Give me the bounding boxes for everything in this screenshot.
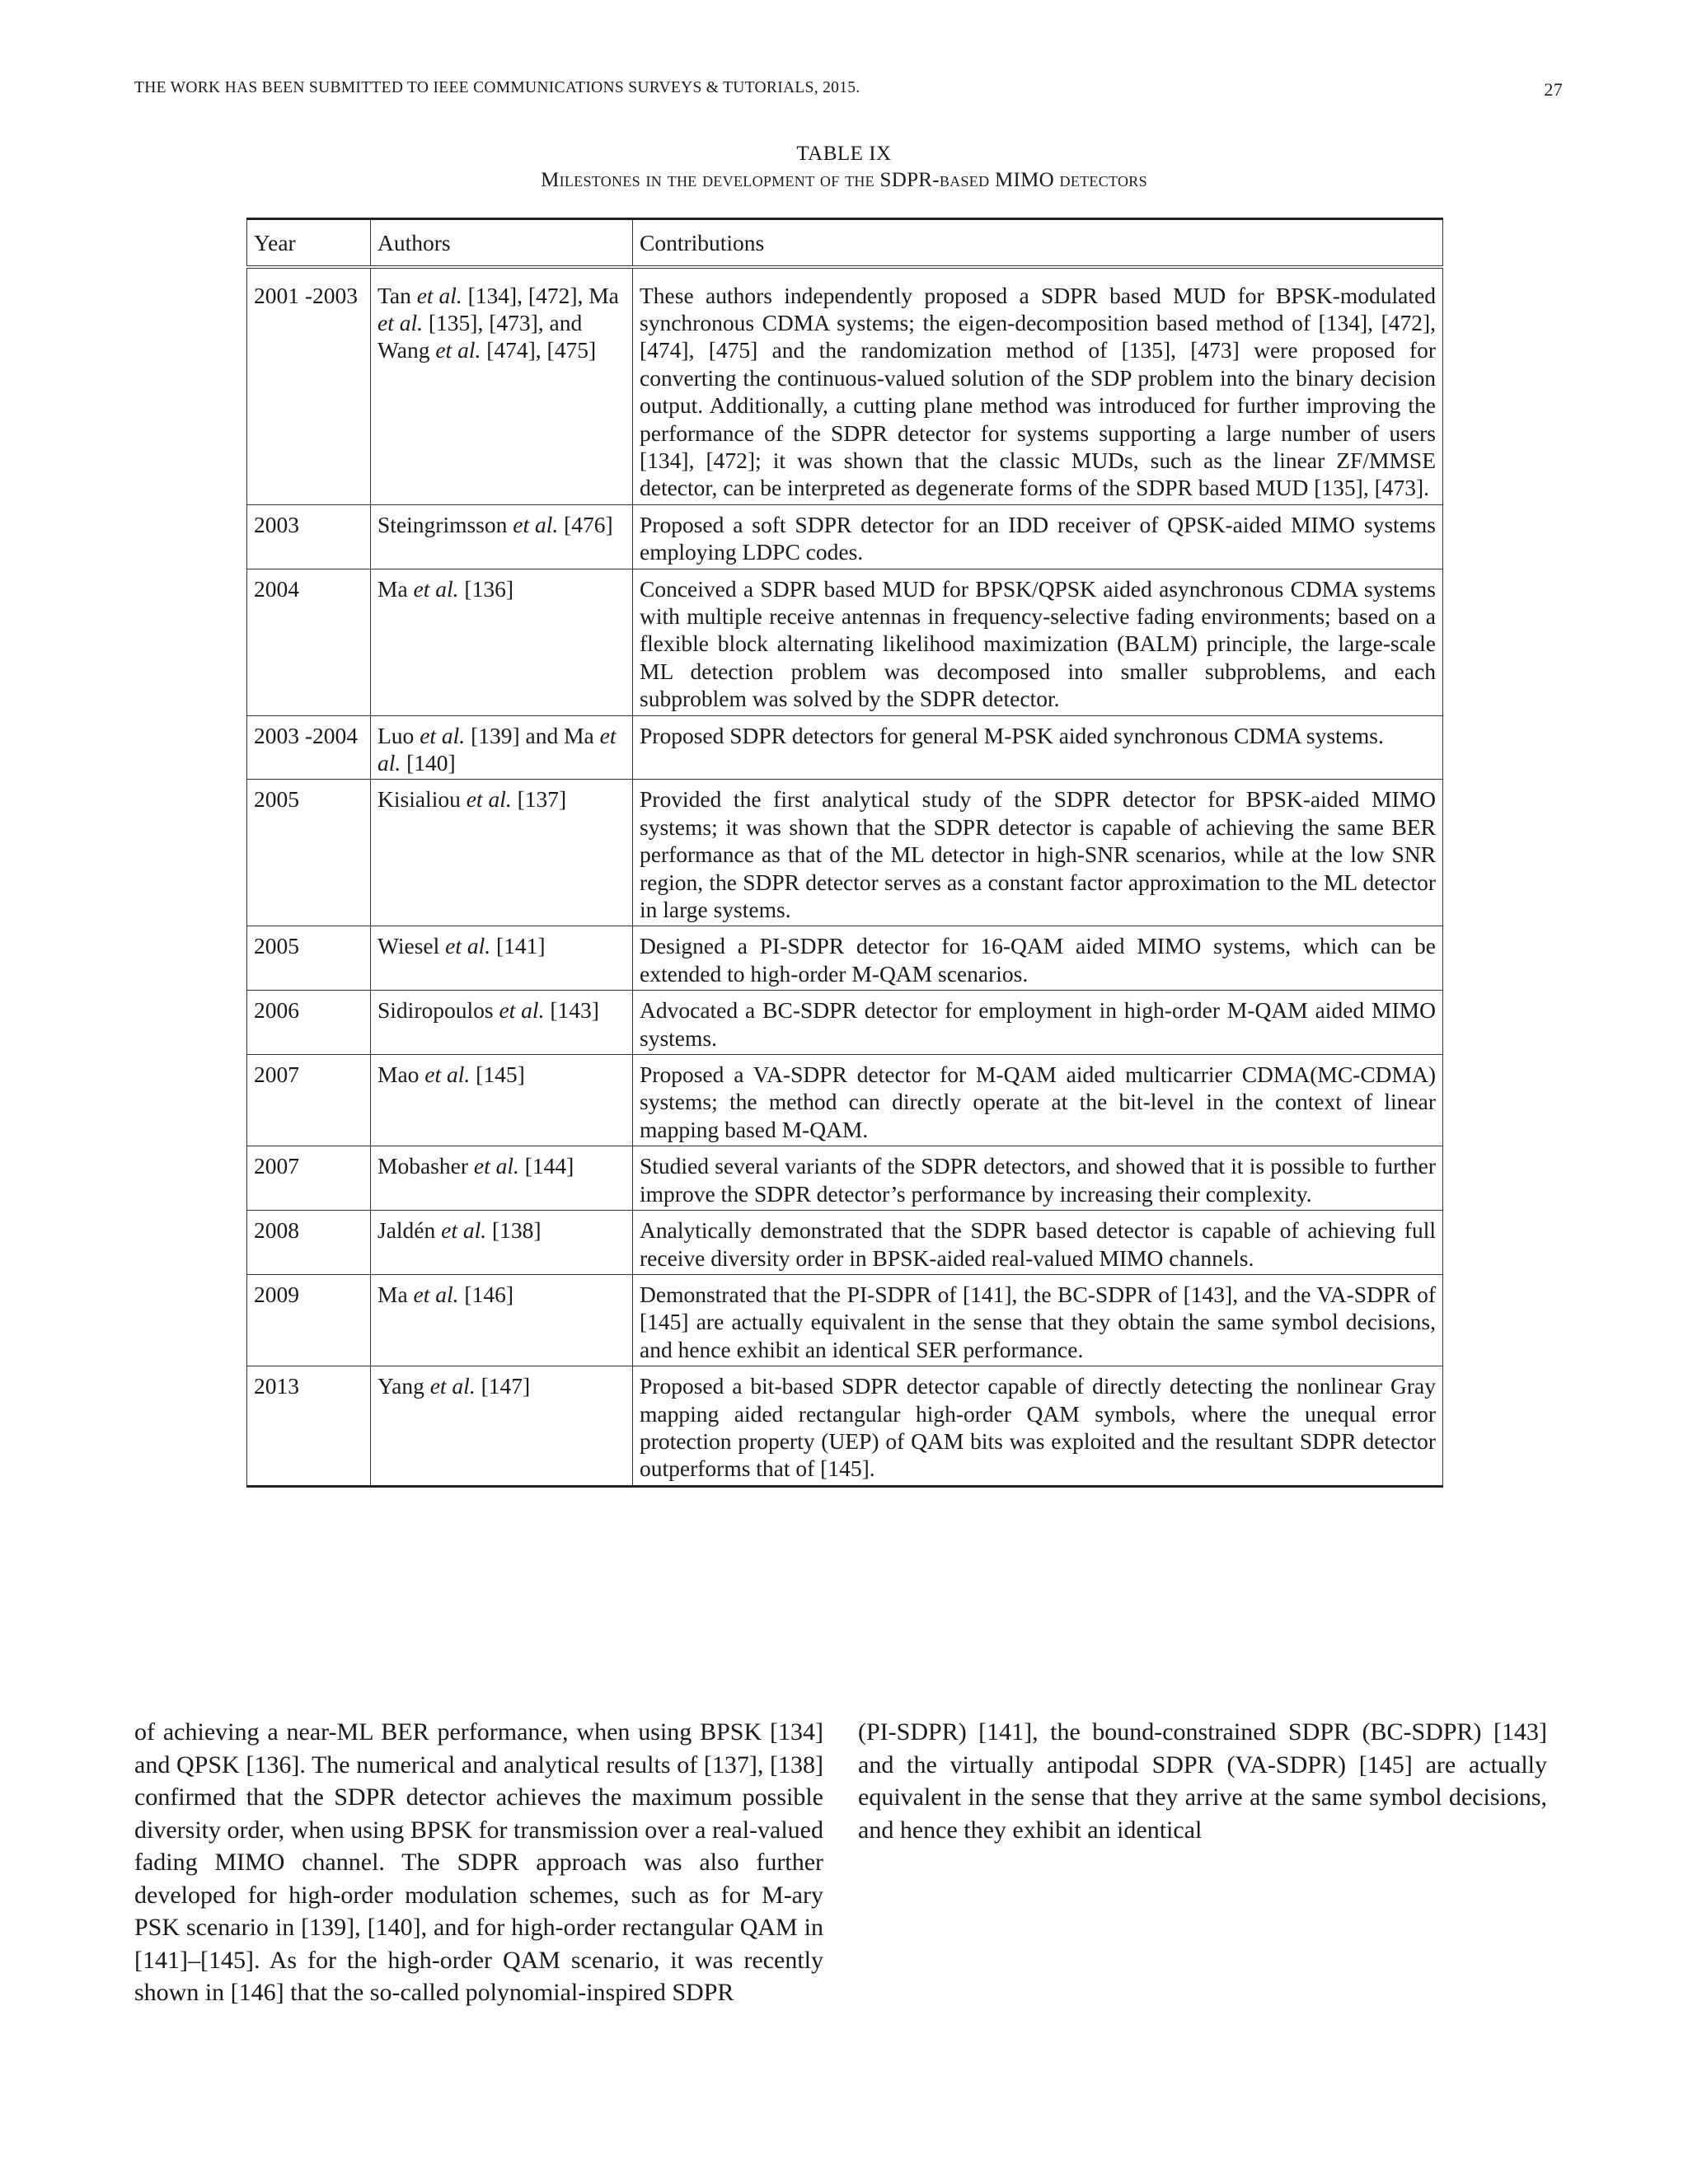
authors-cell: Steingrimsson et al. [476] bbox=[371, 504, 633, 569]
table-header-row bbox=[247, 219, 1443, 267]
year-cell: 2008 bbox=[247, 1211, 371, 1275]
authors-cell: Wiesel et al. [141] bbox=[371, 926, 633, 991]
contribution-cell: Advocated a BC-SDPR detector for employment in high-order M-QAM aided MIMO systems. bbox=[633, 991, 1443, 1055]
table-row bbox=[247, 504, 1443, 569]
table-row bbox=[247, 267, 1443, 505]
contribution-cell: Studied several variants of the SDPR detectors, and showed that it is possible to further improve the SDPR detector’s performance by increasing their complexity. bbox=[633, 1146, 1443, 1211]
year-cell: 2007 bbox=[247, 1055, 371, 1146]
authors-cell: Mao et al. [145] bbox=[371, 1055, 633, 1146]
year-cell: 2005 bbox=[247, 780, 371, 926]
authors-cell: Mobasher et al. [144] bbox=[371, 1146, 633, 1211]
year-cell: 2001 -2003 bbox=[247, 267, 371, 505]
column-header-authors: Authors bbox=[371, 219, 633, 267]
table-row bbox=[247, 991, 1443, 1055]
table-caption bbox=[247, 140, 1441, 193]
running-header bbox=[134, 79, 1563, 104]
milestones-table bbox=[246, 218, 1443, 1488]
table-row bbox=[247, 715, 1443, 780]
year-cell: 2004 bbox=[247, 569, 371, 715]
authors-cell: Yang et al. [147] bbox=[371, 1366, 633, 1487]
authors-cell: Jaldén et al. [138] bbox=[371, 1211, 633, 1275]
contribution-cell: Proposed a VA-SDPR detector for M-QAM aided multicarrier CDMA(MC-CDMA) systems; the method can directly operate at the bit-level in the context of linear mapping based M-QAM. bbox=[633, 1055, 1443, 1146]
body-text-right-column bbox=[858, 1716, 1547, 1846]
table-row bbox=[247, 780, 1443, 926]
journal-header: THE WORK HAS BEEN SUBMITTED TO IEEE COMMUNICATIONS SURVEYS & TUTORIALS, 2015. bbox=[134, 79, 860, 96]
paragraph: of achieving a near-ML BER performance, when using BPSK [134] and QPSK [136]. The numerical and analytical results of [137], [138] confirmed that the SDPR detector achieves the maximum possible diversity order, when using BPSK for transmission over a real-valued fading MIMO channel. The SDPR approach was also further developed for high-order modulation schemes, such as for M-ary PSK scenario in [139], [140], and for high-order rectangular QAM in [141]–[145]. As for the high-order QAM scenario, it was recently shown in [146] that the so-called polynomial-inspired SDPR bbox=[134, 1718, 823, 2006]
year-cell: 2007 bbox=[247, 1146, 371, 1211]
authors-cell: Ma et al. [146] bbox=[371, 1274, 633, 1366]
paragraph: (PI-SDPR) [141], the bound-constrained SDPR (BC-SDPR) [143] and the virtually antipodal SDPR (VA-SDPR) [145] are actually equivalent in the sense that they arrive at the same symbol decisions, and hence they exhibit an identical bbox=[858, 1718, 1547, 1844]
year-cell: 2006 bbox=[247, 991, 371, 1055]
body-text-left-column bbox=[134, 1716, 823, 2009]
table-row bbox=[247, 569, 1443, 715]
table-row bbox=[247, 1055, 1443, 1146]
authors-cell: Tan et al. [134], [472], Ma et al. [135], [473], and Wang et al. [474], [475] bbox=[371, 267, 633, 505]
contribution-cell: These authors independently proposed a SDPR based MUD for BPSK-modulated synchronous CDMA systems; the eigen-decomposition based method of [134], [472], [474], [475] and the randomization method of [135], [473] were proposed for converting the continuous-valued solution of the SDP problem into the binary decision output. Additionally, a cutting plane method was introduced for further improving the performance of the SDPR detector for systems supporting a large number of users [134], [472]; it was shown that the classic MUDs, such as the linear ZF/MMSE detector, can be interpreted as degenerate forms of the SDPR based MUD [135], [473]. bbox=[633, 267, 1443, 505]
table-row bbox=[247, 1274, 1443, 1366]
contribution-cell: Analytically demonstrated that the SDPR based detector is capable of achieving full receive diversity order in BPSK-aided real-valued MIMO channels. bbox=[633, 1211, 1443, 1275]
contribution-cell: Provided the first analytical study of the SDPR detector for BPSK-aided MIMO systems; it was shown that the SDPR detector is capable of achieving the same BER performance as that of the ML detector in high-SNR scenarios, while at the low SNR region, the SDPR detector serves as a constant factor approximation to the ML detector in large systems. bbox=[633, 780, 1443, 926]
table-row bbox=[247, 926, 1443, 991]
page-number: 27 bbox=[1544, 79, 1563, 100]
column-header-contributions: Contributions bbox=[633, 219, 1443, 267]
table-row bbox=[247, 1146, 1443, 1211]
table-row bbox=[247, 1366, 1443, 1487]
authors-cell: Ma et al. [136] bbox=[371, 569, 633, 715]
contribution-cell: Conceived a SDPR based MUD for BPSK/QPSK aided asynchronous CDMA systems with multiple receive antennas in frequency-selective fading environments; based on a flexible block alternating likelihood maximization (BALM) principle, the large-scale ML detection problem was decomposed into smaller subproblems, and each subproblem was solved by the SDPR detector. bbox=[633, 569, 1443, 715]
year-cell: 2005 bbox=[247, 926, 371, 991]
contribution-cell: Demonstrated that the PI-SDPR of [141], the BC-SDPR of [143], and the VA-SDPR of [145] are actually equivalent in the sense that they obtain the same symbol decisions, and hence exhibit an identical SER performance. bbox=[633, 1274, 1443, 1366]
table-label: TABLE IX bbox=[796, 143, 892, 165]
year-cell: 2003 bbox=[247, 504, 371, 569]
column-header-year: Year bbox=[247, 219, 371, 267]
table-body bbox=[247, 267, 1443, 1487]
year-cell: 2013 bbox=[247, 1366, 371, 1487]
table-title: Milestones in the development of the SDPR-based MIMO detectors bbox=[541, 169, 1147, 191]
contribution-cell: Proposed a bit-based SDPR detector capable of directly detecting the nonlinear Gray mapping aided rectangular high-order QAM symbols, where the unequal error protection property (UEP) of QAM bits was exploited and the resultant SDPR detector outperforms that of [145]. bbox=[633, 1366, 1443, 1487]
authors-cell: Sidiropoulos et al. [143] bbox=[371, 991, 633, 1055]
contribution-cell: Proposed SDPR detectors for general M-PSK aided synchronous CDMA systems. bbox=[633, 715, 1443, 780]
authors-cell: Kisialiou et al. [137] bbox=[371, 780, 633, 926]
table-row bbox=[247, 1211, 1443, 1275]
contribution-cell: Proposed a soft SDPR detector for an IDD receiver of QPSK-aided MIMO systems employing LDPC codes. bbox=[633, 504, 1443, 569]
authors-cell: Luo et al. [139] and Ma et al. [140] bbox=[371, 715, 633, 780]
year-cell: 2009 bbox=[247, 1274, 371, 1366]
contribution-cell: Designed a PI-SDPR detector for 16-QAM aided MIMO systems, which can be extended to high-order M-QAM scenarios. bbox=[633, 926, 1443, 991]
year-cell: 2003 -2004 bbox=[247, 715, 371, 780]
